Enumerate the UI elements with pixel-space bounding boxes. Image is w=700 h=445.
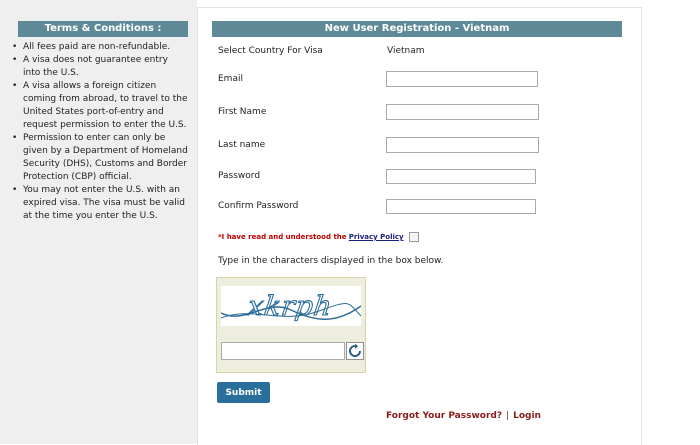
email-label: Email bbox=[218, 74, 243, 84]
agreement-text: *I have read and understood the bbox=[218, 233, 347, 241]
captcha-instruction: Type in the characters displayed in the box below. bbox=[218, 256, 444, 266]
first-name-label: First Name bbox=[218, 107, 267, 117]
first-name-field[interactable] bbox=[386, 104, 539, 120]
confirm-password-label: Confirm Password bbox=[218, 201, 299, 211]
captcha-image bbox=[221, 286, 361, 326]
captcha-distortion bbox=[221, 286, 361, 326]
last-name-label: Last name bbox=[218, 140, 266, 150]
country-label: Select Country For Visa bbox=[218, 46, 323, 56]
password-label: Password bbox=[218, 171, 261, 181]
refresh-icon bbox=[347, 343, 363, 359]
forgot-password-link[interactable]: Forgot Your Password? bbox=[386, 411, 503, 421]
terms-item: • A visa allows a foreign citizen coming from abroad, to travel to the United States port-of-entry and request permission to enter the U.S. bbox=[10, 80, 188, 132]
login-link[interactable]: Login bbox=[513, 411, 541, 421]
privacy-agreement-row bbox=[218, 232, 419, 242]
captcha-input[interactable] bbox=[221, 342, 345, 360]
password-field[interactable] bbox=[386, 169, 536, 184]
terms-item: • You may not enter the U.S. with an expired visa. The visa must be valid at the time you enter the U.S. bbox=[10, 184, 188, 223]
terms-item: • All fees paid are non-refundable. bbox=[10, 41, 188, 54]
terms-item: • Permission to enter can only be given by a Department of Homeland Security (DHS), Customs and Border Protection (CBP) official. bbox=[10, 132, 188, 184]
confirm-password-field[interactable] bbox=[386, 199, 536, 214]
registration-panel bbox=[197, 7, 642, 445]
terms-sidebar bbox=[0, 0, 197, 444]
terms-item: • A visa does not guarantee entry into the U.S. bbox=[10, 54, 188, 80]
captcha-refresh-button[interactable] bbox=[346, 342, 364, 360]
registration-title: New User Registration - Vietnam bbox=[212, 21, 622, 37]
country-value: Vietnam bbox=[387, 46, 425, 56]
link-separator: | bbox=[506, 411, 510, 421]
account-links bbox=[386, 411, 541, 421]
email-field[interactable] bbox=[386, 71, 538, 87]
captcha-text: xkrph bbox=[245, 291, 335, 322]
terms-title: Terms & Conditions : bbox=[18, 21, 188, 37]
privacy-policy-link[interactable]: Privacy Policy bbox=[348, 233, 404, 241]
captcha-box bbox=[216, 277, 366, 373]
submit-button[interactable]: Submit bbox=[217, 382, 270, 403]
last-name-field[interactable] bbox=[386, 137, 539, 153]
privacy-agree-checkbox[interactable] bbox=[409, 232, 419, 242]
terms-list bbox=[10, 41, 188, 223]
